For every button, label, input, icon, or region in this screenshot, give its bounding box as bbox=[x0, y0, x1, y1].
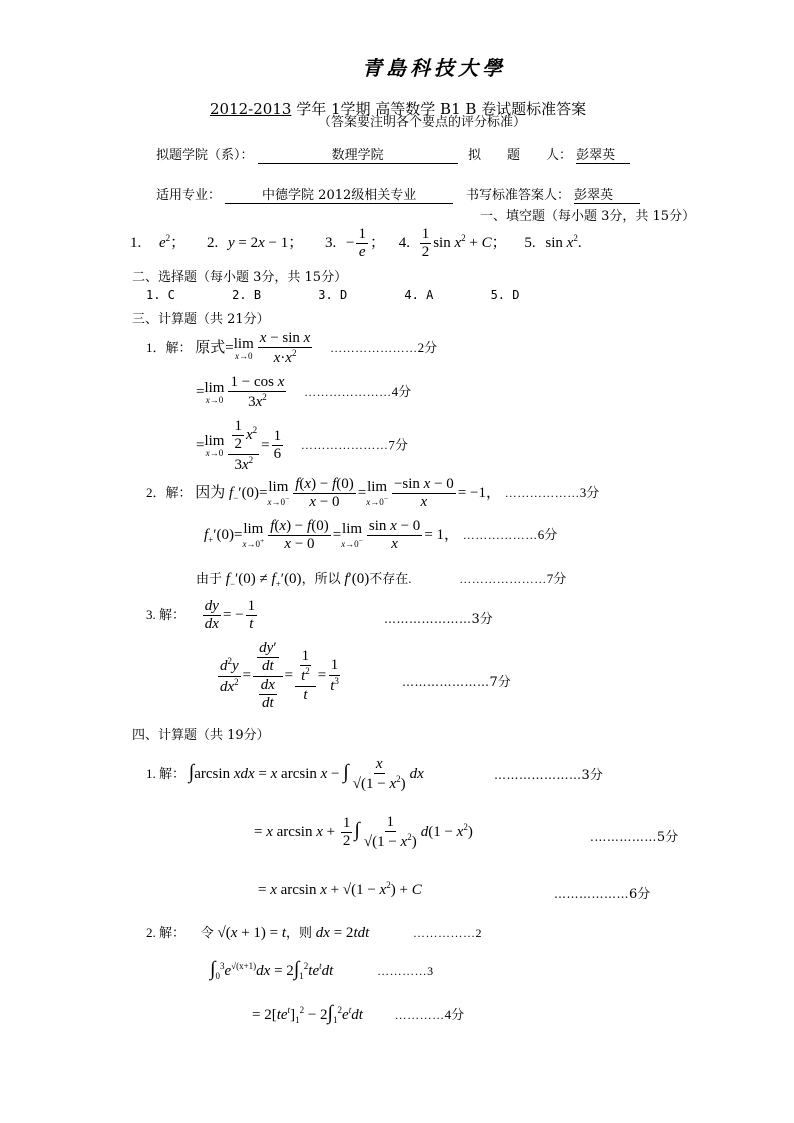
calc-1-line3: =lim x→0 $\frac{1}{2}$ $x^2$ $3x^2$ = $\frac{1}{6}$ …………………7分 bbox=[196, 418, 408, 473]
page-subtitle: （答案要注明各个要点的评分标准） bbox=[318, 115, 527, 130]
calc-2-line2: $f_+'(0)=\lim$ x→0+ $\frac{f(x) - f(0)}{x - 0}$ =lim x→0− $\frac{\text{sin x − 0}}{x}$ = 1， ………………6分 bbox=[204, 518, 558, 553]
major-row bbox=[156, 184, 453, 204]
calc4-2-label: 2. 解： bbox=[146, 925, 186, 940]
choice-2: 2. B bbox=[232, 288, 262, 302]
answer-4-number: 4. bbox=[398, 235, 410, 252]
fill-in-answers: 1. $e^2$； 2. y = 2x − 1； 3. − $\frac{1}{e}$ ； 4. $\frac{1}{2}$ $\sin x^2 + C$； 5. $\sin x^2$. bbox=[130, 226, 582, 261]
calc-2-line3: 由于 $f_-'(0) \ne f_+'(0)$，所以 f′(0)不存在. …………………7分 bbox=[196, 571, 567, 589]
title-year: 2012-2013 bbox=[210, 100, 292, 118]
calc4-2-let: 令 bbox=[200, 925, 214, 940]
calc-2-score3: 7分 bbox=[546, 571, 567, 586]
calc-3-score2: 7分 bbox=[489, 675, 511, 690]
choice-4: 4. A bbox=[404, 288, 434, 302]
calc-3-label: 3. 解： bbox=[146, 607, 186, 623]
section2-heading: 二、选择题（每小题 3分，共 15分） bbox=[132, 270, 348, 285]
writer-label: 书写标准答案人： bbox=[466, 188, 571, 203]
calc-1-text: 原式 bbox=[195, 340, 226, 357]
answer-5-number: 5. bbox=[524, 235, 536, 252]
answer-2-number: 2. bbox=[206, 235, 219, 252]
calc-2-conclusion: 不存在. bbox=[369, 571, 412, 586]
calc4-1-line1: 1. 解： ∫arcsin xdx = x arcsin x − ∫ $\frac{x}{√(1 - x^2)}$ dx bbox=[146, 756, 424, 793]
calc-1-score2: 4分 bbox=[391, 384, 412, 400]
college-value: 数理学院 bbox=[258, 144, 458, 164]
calc4-2-then: ，则 bbox=[286, 925, 313, 940]
calc4-1-score3-row: ………………6分 bbox=[554, 887, 651, 902]
calc4-2-score1: 2 bbox=[475, 926, 482, 940]
calc-1-line2: =lim x→0 $\frac{\text{1 − cos x}}{3x^2}$ …………………4分 bbox=[196, 374, 412, 411]
calc-2-text: 因为 bbox=[195, 485, 226, 502]
major-label: 适用专业： bbox=[156, 188, 222, 203]
calc-2-label: 2．解： bbox=[146, 485, 192, 501]
section1-heading: 一、填空题（每小题 3分，共 15分） bbox=[480, 209, 696, 224]
calc-1-score3: 7分 bbox=[388, 437, 408, 453]
calc-1-score1: 2分 bbox=[417, 340, 438, 356]
university-logo: 青島科技大學 bbox=[362, 56, 506, 80]
answer-3-number: 3. bbox=[324, 235, 337, 252]
calc4-2-score3: 4分 bbox=[444, 1007, 465, 1022]
college-row bbox=[156, 144, 458, 164]
section4-heading: 四、计算题（共 19分） bbox=[132, 728, 270, 743]
calc4-2-line1: 2. 解： 令 √(x + 1) = t，则 dx = 2tdt ……………2 bbox=[146, 925, 482, 941]
calc-1-label: 1．解： bbox=[146, 340, 192, 356]
calc4-1-score2-row: .……………5分 bbox=[590, 830, 679, 845]
calc-2-since: 由于 bbox=[196, 571, 223, 586]
choice-3: 3. D bbox=[318, 288, 348, 302]
calc-3-line1: 3. 解： $\frac{dy}{dx}$ = − $\frac{1}{t}$ bbox=[146, 598, 256, 633]
calc4-2-line3: = $2[te^t]_1^2 - 2\int_1^2e^tdt$ …………4分 bbox=[252, 1002, 465, 1025]
calc4-1-score1-row: …………………3分 bbox=[494, 768, 603, 783]
calc4-1-score1: 3分 bbox=[581, 768, 603, 783]
calc4-1-label: 1. 解： bbox=[146, 766, 186, 782]
choice-answers bbox=[146, 288, 519, 302]
calc-2-line1: 2．解： 因为 $f_-'(0)=\lim$ x→0− $\frac{f(x) - f(0)}{x - 0}$ =lim x→0− $\frac{\text{−sin x − 0}}{x}$ = −1， ………………3分 bbox=[146, 476, 600, 511]
author-row bbox=[468, 144, 630, 164]
calc-3-score1: 3分 bbox=[471, 612, 493, 627]
calc-1-line1: 1．解： 原式=lim x→0 $\frac{\text{x − sin x}}{x\cdot x^2}$ …………………2分 bbox=[146, 330, 438, 367]
calc4-2-score2: 3 bbox=[427, 964, 434, 978]
writer-value: 彭翠英 bbox=[574, 184, 640, 204]
answer-1-number: 1. bbox=[130, 235, 142, 252]
writer-row bbox=[466, 184, 640, 204]
choice-5: 5. D bbox=[490, 288, 520, 302]
calc-2-score1: 3分 bbox=[579, 485, 600, 501]
calc4-1-line2: = x arcsin x + $\frac{1}{2}$ ∫ $\frac{1}{√(1 - x^2)}$ $d(1 - x^2)$ bbox=[254, 814, 473, 851]
major-value: 中德学院 2012级相关专业 bbox=[225, 184, 453, 204]
calc-2-score2: 6分 bbox=[537, 527, 558, 543]
calc4-2-line2: $\int_0^3e^{√(x+1)}dx = 2\int_1^2te^tdt$ …………3 bbox=[210, 958, 434, 981]
author-value: 彭翠英 bbox=[576, 144, 630, 164]
calc4-1-score3: 6分 bbox=[629, 887, 651, 902]
calc4-1-line3: = x $\arcsin x + √(1 - x^2) + C$ bbox=[258, 880, 422, 898]
calc-2-so: ，所以 bbox=[301, 571, 341, 586]
author-label: 拟 题 人： bbox=[468, 148, 573, 163]
college-label: 拟题学院（系）： bbox=[156, 148, 254, 163]
calc4-1-score2: 5分 bbox=[656, 830, 679, 845]
calc-3-line2: $\frac{d^2y}{dx^2}$ = $\frac{\frac{dy'}{dt}}{\frac{dx}{dt}}$ = $\frac{\frac{1}{t^2}}{t}$ = $\frac{1}{t^3}$ bbox=[220, 640, 339, 711]
calc-3-score2-row: …………………7分 bbox=[402, 675, 511, 690]
section3-heading: 三、计算题（共 21分） bbox=[132, 312, 270, 327]
title-rest: 学年 1学期 高等数学 B1 B 卷试题标准答案 bbox=[296, 100, 587, 118]
choice-1: 1. C bbox=[146, 288, 175, 302]
calc-3-score1-row: …………………3分 bbox=[384, 612, 493, 627]
